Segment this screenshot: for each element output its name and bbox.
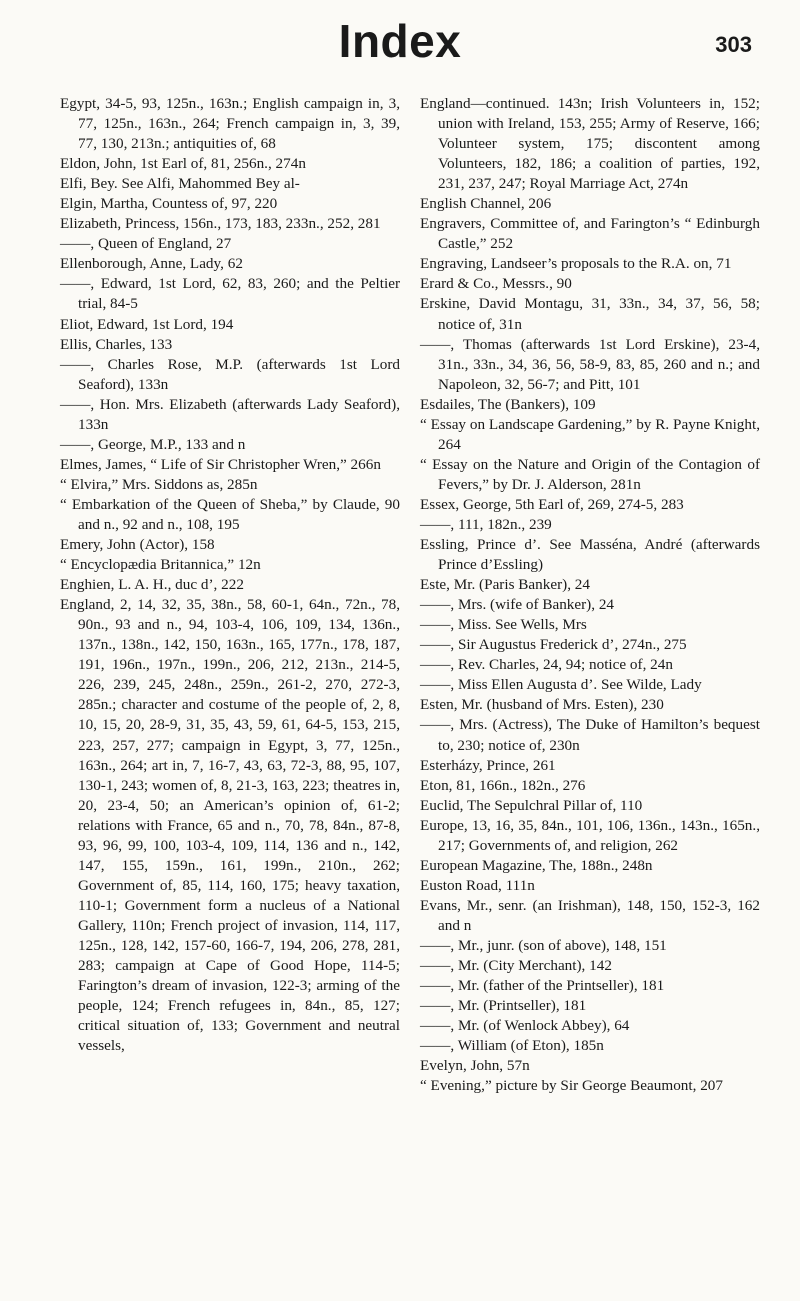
index-entry: ——, Charles Rose, M.P. (afterwards 1st Lord Seaford), 133n [60, 355, 400, 393]
index-entry: ——, Hon. Mrs. Elizabeth (afterwards Lady Seaford), 133n [60, 395, 400, 433]
index-entry: Enghien, L. A. H., duc d’, 222 [60, 576, 244, 594]
left-column [60, 94, 400, 1096]
index-entry: Evelyn, John, 57n [420, 1057, 530, 1075]
index-entry: England, 2, 14, 32, 35, 38n., 58, 60-1, 64n., 72n., 78, 90n., 93 and n., 94, 103-4, 106, 109, 134, 136n., 137n., 138n., 142, 150, 163n., 165, 177n., 178, 187, 191, 196n., 197n., 199n., 206, 212, 213n., 214-5, 226, 239, 245, 248n., 259n., 261-2, 270, 272-3, 285n.; character and costume of the people of, 2, 8, 10, 15, 20, 28-9, 31, 35, 43, 59, 61, 64-5, 153, 215, 223, 257, 277; campaign in Egypt, 3, 77, 125n., 163n., 264; art in, 7, 16-7, 43, 63, 72-3, 88, 95, 107, 130-1, 243; women of, 8, 21-3, 163, 223; theatres in, 20, 23-4, 50; an American’s opinion of, 61-2; relations with France, 65 and n., 70, 78, 84n., 87-8, 93, 96, 99, 100, 103-4, 109, 114, 136 and n., 142, 147, 155, 159n., 161, 199n., 210n., 262; Government of, 85, 114, 160, 175; heavy taxation, 110-1; Government form a nucleus of a National Gallery, 110n; French project of invasion, 114, 117, 125n., 128, 142, 157-60, 166-7, 194, 206, 278, 281, 283; campaign at Cape of Good Hope, 114-5; Farington’s dream of invasion, 122-3; arming of the people, 124; French refugees in, 84n., 85, 127; critical situation of, 133; Government and neutral vessels, [60, 596, 400, 1055]
index-entry: ——, Sir Augustus Frederick d’, 274n., 275 [420, 636, 687, 654]
index-entry: “ Essay on Landscape Gardening,” by R. Payne Knight, 264 [420, 415, 760, 453]
index-entry: ——, Mrs. (wife of Banker), 24 [420, 596, 615, 614]
index-entry: ——, Mr. (City Merchant), 142 [420, 957, 612, 975]
index-entry: Euston Road, 111n [420, 876, 535, 894]
page-number: 303 [715, 32, 752, 57]
index-entry: ——, Mrs. (Actress), The Duke of Hamilton’s bequest to, 230; notice of, 230n [420, 716, 760, 754]
index-entry: European Magazine, The, 188n., 248n [420, 856, 653, 874]
index-entry: ——, Queen of England, 27 [60, 235, 232, 253]
index-entry: Emery, John (Actor), 158 [60, 536, 215, 554]
index-entry: Eldon, John, 1st Earl of, 81, 256n., 274n [60, 155, 306, 173]
index-entry: Egypt, 34-5, 93, 125n., 163n.; English campaign in, 3, 77, 125n., 163n., 264; French campaign in, 3, 39, 77, 130, 213n.; antiquities of, 68 [60, 95, 400, 153]
index-entry: Eliot, Edward, 1st Lord, 194 [60, 315, 234, 333]
index-entry: ——, 111, 182n., 239 [420, 515, 552, 533]
index-entry: Evans, Mr., senr. (an Irishman), 148, 150, 152-3, 162 and n [420, 896, 760, 934]
index-entry: Europe, 13, 16, 35, 84n., 101, 106, 136n., 143n., 165n., 217; Governments of, and religion, 262 [420, 816, 760, 854]
index-entry: ——, Mr. (of Wenlock Abbey), 64 [420, 1017, 630, 1035]
index-entry: ——, Thomas (afterwards 1st Lord Erskine), 23-4, 31n., 33n., 34, 36, 56, 58-9, 83, 85, 260 and n.; and Napoleon, 32, 56-7; and Pitt, 101 [420, 335, 760, 393]
index-entry: “ Evening,” picture by Sir George Beaumont, 207 [420, 1077, 723, 1095]
index-entry: Esten, Mr. (husband of Mrs. Esten), 230 [420, 696, 664, 714]
index-entry: Esterházy, Prince, 261 [420, 756, 556, 774]
index-entry: Essling, Prince d’. See Masséna, André (afterwards Prince d’Essling) [420, 536, 760, 574]
index-entry: ——, William (of Eton), 185n [420, 1037, 604, 1055]
index-entry: Esdailes, The (Bankers), 109 [420, 395, 596, 413]
index-entry: Engravers, Committee of, and Farington’s “ Edinburgh Castle,” 252 [420, 215, 760, 253]
index-entry: ——, Rev. Charles, 24, 94; notice of, 24n [420, 656, 673, 674]
index-entry: Erskine, David Montagu, 31, 33n., 34, 37, 56, 58; notice of, 31n [420, 295, 760, 333]
index-entry: Elfi, Bey. See Alfi, Mahommed Bey al- [60, 175, 300, 193]
index-entry: ——, George, M.P., 133 and n [60, 435, 246, 453]
index-entry: ——, Mr. (Printseller), 181 [420, 997, 587, 1015]
index-entry: Ellenborough, Anne, Lady, 62 [60, 255, 243, 273]
index-entry: Eton, 81, 166n., 182n., 276 [420, 776, 586, 794]
index-entry: ——, Miss Ellen Augusta d’. See Wilde, Lady [420, 676, 702, 694]
index-entry: Ellis, Charles, 133 [60, 335, 173, 353]
index-entry: Elmes, James, “ Life of Sir Christopher Wren,” 266n [60, 455, 381, 473]
index-entry: ——, Mr., junr. (son of above), 148, 151 [420, 936, 667, 954]
index-entry: ——, Miss. See Wells, Mrs [420, 616, 587, 634]
index-entry: “ Essay on the Nature and Origin of the Contagion of Fevers,” by Dr. J. Alderson, 281n [420, 455, 760, 493]
index-entry: Euclid, The Sepulchral Pillar of, 110 [420, 796, 643, 814]
index-entry: ——, Mr. (father of the Printseller), 181 [420, 977, 665, 995]
index-entry: Erard & Co., Messrs., 90 [420, 275, 572, 293]
index-entry: Essex, George, 5th Earl of, 269, 274-5, 283 [420, 495, 684, 513]
index-entry: Elgin, Martha, Countess of, 97, 220 [60, 195, 278, 213]
index-entry: “ Encyclopædia Britannica,” 12n [60, 556, 261, 574]
index-entry: English Channel, 206 [420, 195, 552, 213]
index-entry: “ Elvira,” Mrs. Siddons as, 285n [60, 475, 258, 493]
index-entry: Engraving, Landseer’s proposals to the R.A. on, 71 [420, 255, 732, 273]
index-entry: ——, Edward, 1st Lord, 62, 83, 260; and the Peltier trial, 84-5 [60, 275, 400, 313]
page-header [0, 14, 800, 74]
index-entry: Este, Mr. (Paris Banker), 24 [420, 576, 590, 594]
index-entry: “ Embarkation of the Queen of Sheba,” by Claude, 90 and n., 92 and n., 108, 195 [60, 495, 400, 533]
right-column [420, 94, 760, 1096]
page-title: Index [338, 15, 462, 67]
index-entry: England—continued. 143n; Irish Volunteers in, 152; union with Ireland, 153, 255; Army of Reserve, 166; Volunteer system, 175; discontent among Volunteers, 182, 186; a coalition of parties, 192, 231, 237, 247; Royal Marriage Act, 274n [420, 95, 760, 193]
index-columns [60, 94, 760, 1096]
index-entry: Elizabeth, Princess, 156n., 173, 183, 233n., 252, 281 [60, 215, 381, 233]
